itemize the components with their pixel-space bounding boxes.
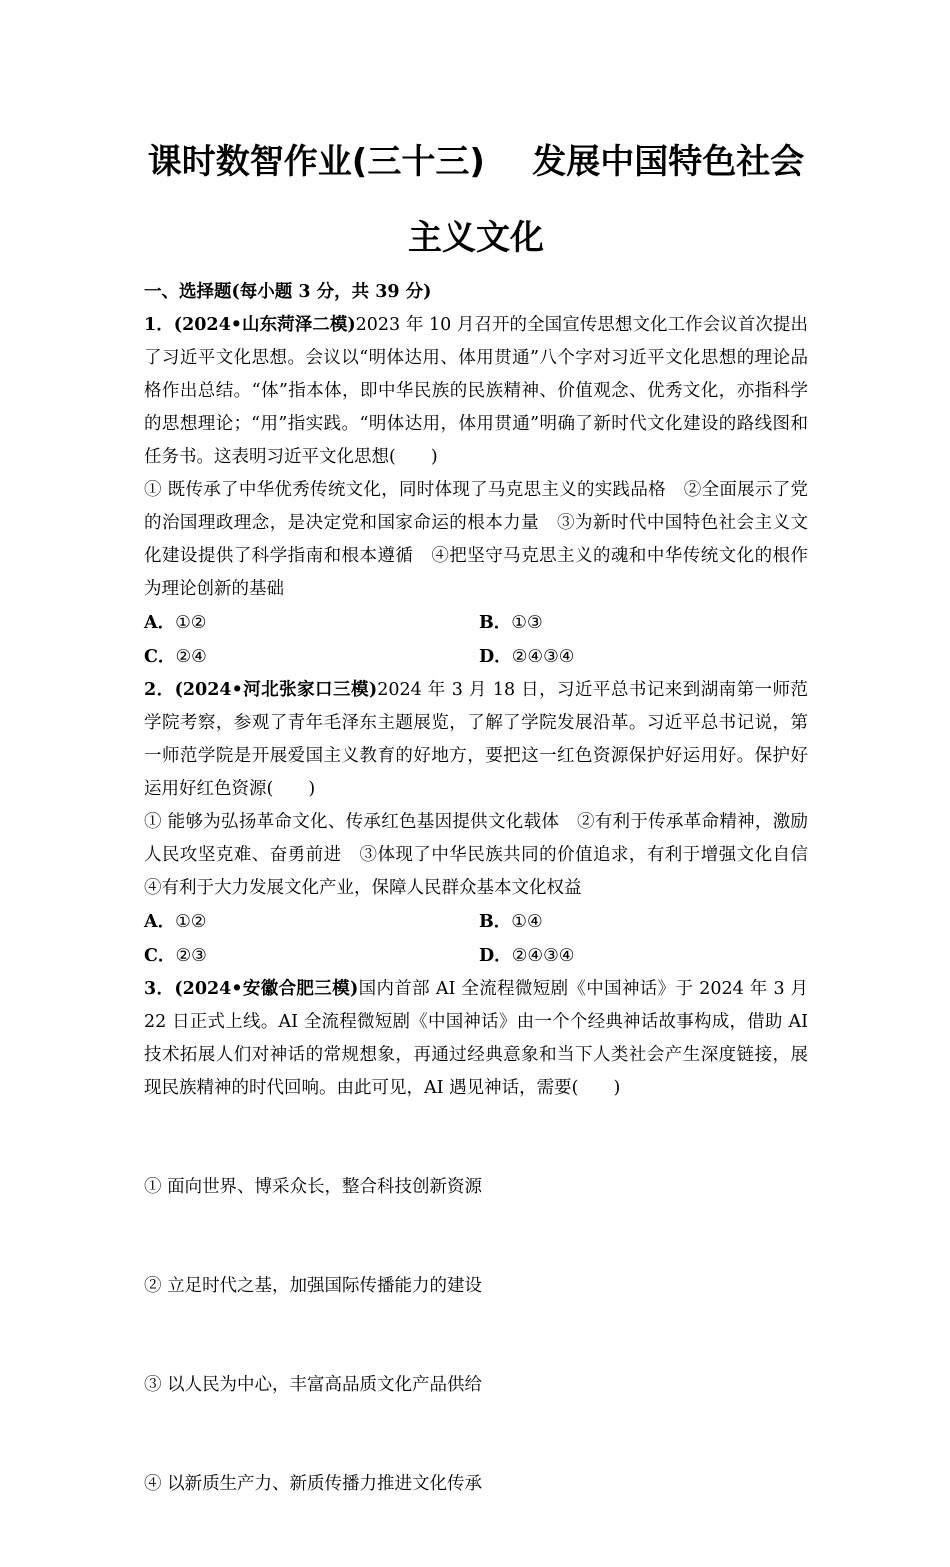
option-letter: B．	[479, 912, 512, 932]
option-letter: A．	[144, 912, 176, 932]
question-1-stem	[144, 309, 808, 474]
option-letter: C．	[144, 647, 176, 667]
option-d[interactable]	[479, 939, 808, 973]
question-3-items	[144, 1105, 808, 1567]
option-letter: B．	[479, 613, 512, 633]
statement-item-4: ④ 以新质生产力、新质传播力推进文化传承	[144, 1474, 483, 1494]
statement-item-1: ① 面向世界、博采众长，整合科技创新资源	[144, 1177, 483, 1197]
option-a[interactable]	[144, 905, 479, 939]
question-2-statements: ① 能够为弘扬革命文化、传承红色基因提供文化载体 ②有利于传承革命精神，激励人民攻坚克难、奋勇前进 ③体现了中华民族共同的价值追求，有利于增强文化自信 ④有利于大力发展文化产业，保障人民群众基本文化权益	[144, 812, 826, 898]
page-title	[144, 0, 808, 276]
question-2	[144, 674, 826, 973]
option-c[interactable]	[144, 939, 479, 973]
question-3	[144, 973, 808, 1567]
option-text: ①③	[511, 613, 543, 633]
question-1-text: 2023 年 10 月召开的全国宣传思想文化工作会议首次提出了习近平文化思想。会议以“明体达用、体用贯通”八个字对习近平文化思想的理论品格作出总结。“体”指本体，即中华民族的民族精神、价值观念、优秀文化，亦指科学的思想理论；“用”指实践。“明体达用，体用贯通”明确了新时代文化建设的路线图和任务书。这表明习近平文化思想( )	[144, 315, 808, 467]
option-letter: D．	[479, 946, 512, 966]
statement-item-2: ② 立足时代之基，加强国际传播能力的建设	[144, 1276, 483, 1296]
section-heading: 一、选择题(每小题 3 分，共 39 分)	[144, 282, 432, 302]
question-2-text: 2024 年 3 月 18 日，习近平总书记来到湖南第一师范学院考察，参观了青年毛泽东主题展览，了解了学院发展沿革。习近平总书记说，第一师范学院是开展爱国主义教育的好地方，要把这一红色资源保护好运用好。保护好运用好红色资源( )	[144, 680, 808, 799]
option-c[interactable]	[144, 640, 479, 674]
option-text: ①②	[175, 613, 207, 633]
option-letter: C．	[144, 946, 176, 966]
option-b[interactable]	[479, 606, 808, 640]
option-text: ①②	[175, 912, 207, 932]
question-3-source: (2024•安徽合肥三模)	[174, 979, 359, 999]
question-2-source: (2024•河北张家口三模)	[174, 680, 378, 700]
option-text: ①④	[511, 912, 543, 932]
title-line-2: 主义文化	[408, 218, 544, 258]
question-1-options	[144, 606, 808, 674]
question-2-stem	[144, 674, 808, 806]
question-1-source: (2024•山东菏泽二模)	[173, 315, 356, 335]
option-text: ②④③④	[511, 946, 575, 966]
option-a[interactable]	[144, 606, 479, 640]
title-line-1: 课时数智作业(三十三) 发展中国特色社会	[147, 142, 805, 182]
option-text: ②④③④	[511, 647, 575, 667]
question-3-number: 3．	[144, 979, 175, 999]
option-b[interactable]	[479, 905, 808, 939]
option-letter: D．	[479, 647, 512, 667]
question-2-options	[144, 905, 808, 973]
question-1	[144, 309, 808, 674]
option-d[interactable]	[479, 640, 808, 674]
option-text: ②③	[175, 946, 207, 966]
question-3-stem	[144, 973, 808, 1105]
question-1-number: 1．	[144, 315, 174, 335]
question-3-text: 国内首部 AI 全流程微短剧《中国神话》于 2024 年 3 月 22 日正式上线。AI 全流程微短剧《中国神话》由一个个经典神话故事构成，借助 AI 技术拓展人们对神话的常规想象，再通过经典意象和当下人类社会产生深度链接，展现民族精神的时代回响。由此可见，AI 遇见神话，需要( )	[144, 979, 808, 1098]
option-letter: A．	[144, 613, 176, 633]
question-1-statements: ① 既传承了中华优秀传统文化，同时体现了马克思主义的实践品格 ②全面展示了党的治国理政理念，是决定党和国家命运的根本力量 ③为新时代中国特色社会主义文化建设提供了科学指南和根本遵循 ④把坚守马克思主义的魂和中华传统文化的根作为理论创新的基础	[144, 480, 808, 599]
option-text: ②④	[175, 647, 207, 667]
question-2-number: 2．	[144, 680, 175, 700]
statement-item-3: ③ 以人民为中心，丰富高品质文化产品供给	[144, 1375, 483, 1395]
